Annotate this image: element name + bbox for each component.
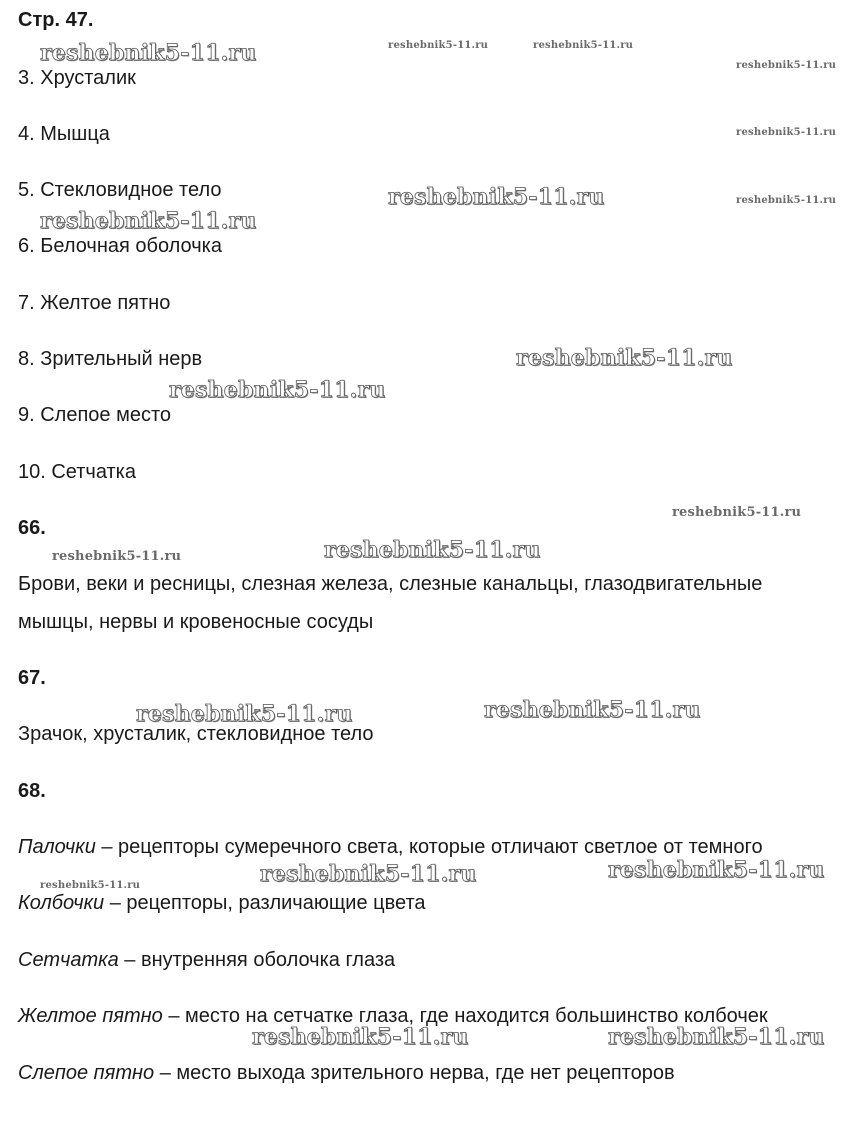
definition-text: – рецепторы сумеречного света, которые отличают светлое от темного: [95, 836, 763, 858]
watermark: reshebnik5-11.ru: [52, 549, 182, 564]
definition-text: – внутренняя оболочка глаза: [118, 949, 396, 971]
watermark: reshebnik5-11.ru: [736, 127, 837, 138]
definition-term: Слепое пятно: [18, 1062, 155, 1084]
list-item: 4. Мышца: [18, 123, 110, 145]
watermark: reshebnik5-11.ru: [484, 697, 701, 723]
watermark: reshebnik5-11.ru: [736, 60, 837, 71]
definition-term: Палочки: [18, 836, 96, 858]
list-item: 9. Слепое место: [18, 404, 172, 426]
watermark: reshebnik5-11.ru: [324, 537, 541, 563]
watermark: reshebnik5-11.ru: [252, 1024, 469, 1050]
list-item: 3. Хрусталик: [18, 67, 136, 89]
task-67-number: 67.: [18, 667, 46, 689]
watermark: reshebnik5-11.ru: [608, 1024, 825, 1050]
watermark: reshebnik5-11.ru: [388, 40, 489, 51]
watermark: reshebnik5-11.ru: [608, 857, 825, 883]
watermark: reshebnik5-11.ru: [40, 208, 257, 234]
task-68-number: 68.: [18, 780, 46, 802]
watermark: reshebnik5-11.ru: [672, 505, 802, 520]
watermark: reshebnik5-11.ru: [40, 40, 257, 66]
list-item: 10. Сетчатка: [18, 461, 136, 483]
definition-row: [18, 948, 395, 972]
definition-term: Сетчатка: [18, 949, 119, 971]
definition-text: – место выхода зрительного нерва, где нет рецепторов: [154, 1062, 675, 1084]
definition-text: – место на сетчатке глаза, где находится большинство колбочек: [162, 1005, 768, 1027]
definition-term: Желтое пятно: [18, 1005, 163, 1027]
watermark: reshebnik5-11.ru: [736, 195, 837, 206]
task-67-text: Зрачок, хрусталик, стекловидное тело: [18, 723, 374, 745]
watermark: reshebnik5-11.ru: [136, 701, 353, 727]
task-66-text-line2: мышцы, нервы и кровеносные сосуды: [18, 611, 374, 633]
watermark: reshebnik5-11.ru: [533, 40, 634, 51]
list-item: 8. Зрительный нерв: [18, 348, 203, 370]
page-heading: Стр. 47.: [18, 9, 94, 31]
list-item: 5. Стекловидное тело: [18, 179, 222, 201]
task-66-text-line1: Брови, веки и ресницы, слезная железа, слезные канальцы, глазодвигательные: [18, 573, 763, 595]
watermark: reshebnik5-11.ru: [516, 345, 733, 371]
watermark: reshebnik5-11.ru: [388, 184, 605, 210]
watermark: reshebnik5-11.ru: [260, 861, 477, 887]
watermark: reshebnik5-11.ru: [169, 377, 386, 403]
definition-text: – рецепторы, различающие цвета: [104, 892, 426, 914]
definition-row: [18, 1061, 675, 1085]
task-66-number: 66.: [18, 517, 46, 539]
definition-term: Колбочки: [18, 892, 105, 914]
definition-row: [18, 835, 763, 859]
list-item: 7. Желтое пятно: [18, 292, 171, 314]
list-item: 6. Белочная оболочка: [18, 235, 222, 257]
definition-row: [18, 891, 426, 915]
watermark: reshebnik5-11.ru: [40, 880, 141, 891]
